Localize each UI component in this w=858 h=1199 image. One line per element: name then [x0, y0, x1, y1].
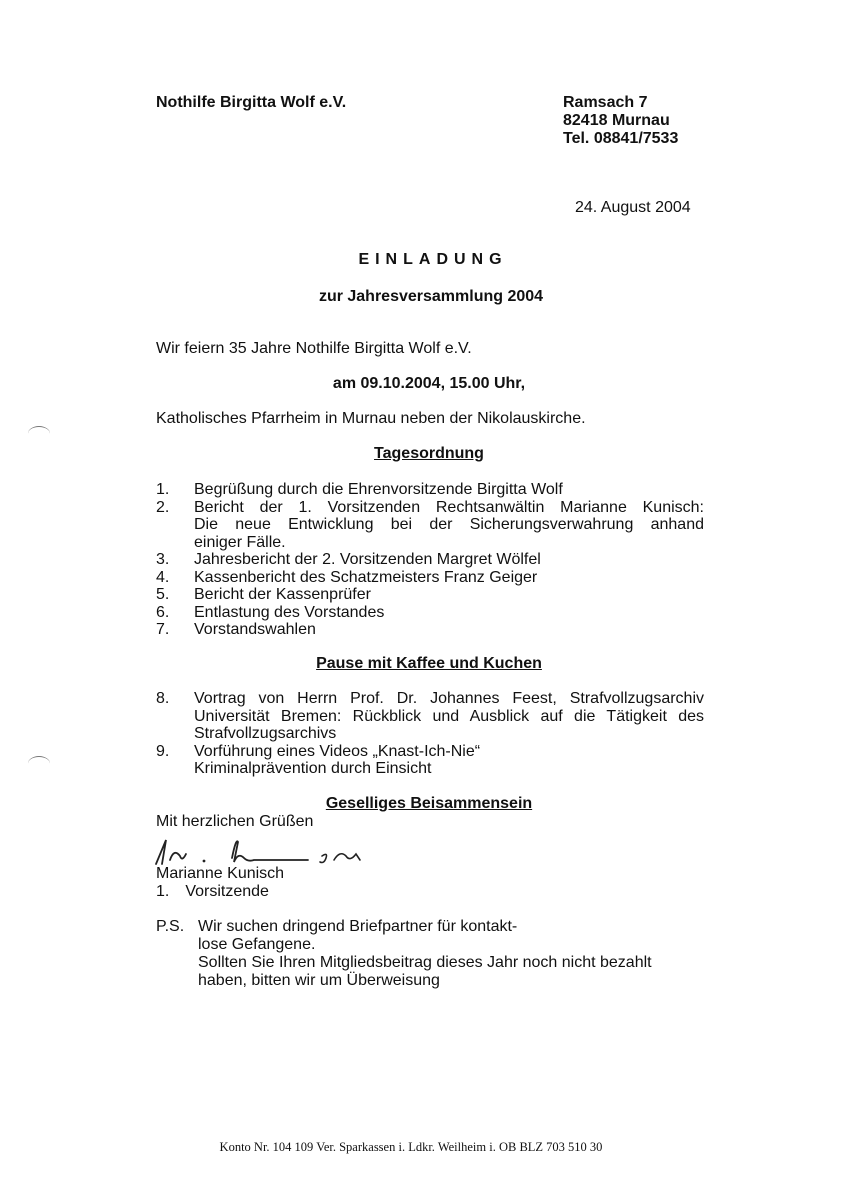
item-text: Die neue Entwicklung bei der Sicherungsverwahrung anhand [194, 516, 704, 533]
document-subtitle: zur Jahresversammlung 2004 [318, 288, 544, 305]
item-text: Kriminalprävention durch Einsicht [194, 760, 432, 777]
scan-margin-mark [28, 756, 50, 771]
address-phone: Tel. 08841/7533 [563, 130, 679, 147]
item-text: Bericht der 1. Vorsitzenden Rechtsanwältin Marianne Kunisch: [194, 498, 704, 516]
item-text: Begrüßung durch die Ehrenvorsitzende Birgitta Wolf [194, 481, 563, 498]
list-item [156, 604, 704, 622]
item-text: Entlastung des Vorstandes [194, 603, 385, 621]
item-text: Kassenbericht des Schatzmeisters Franz Geiger [194, 568, 538, 586]
scan-margin-mark [28, 426, 50, 441]
letter-date: 24. August 2004 [575, 199, 691, 216]
closing-greeting: Mit herzlichen Grüßen [156, 813, 314, 830]
ps-line: Wir suchen dringend Briefpartner für kontakt- [198, 918, 518, 935]
sender-name: Nothilfe Birgitta Wolf e.V. [156, 94, 347, 111]
sender-address [563, 94, 678, 148]
list-item [156, 690, 704, 743]
ps-line: haben, bitten wir um Überweisung [198, 972, 440, 989]
signer-name: Marianne Kunisch [156, 865, 285, 882]
item-number: 5. [156, 586, 170, 603]
address-street: Ramsach 7 [563, 94, 648, 111]
item-number: 9. [156, 742, 170, 760]
break-heading: Pause mit Kaffee und Kuchen [316, 655, 542, 672]
item-text: einiger Fälle. [194, 533, 286, 551]
list-item [156, 499, 704, 552]
item-text: Vortrag von Herrn Prof. Dr. Johannes Feest, Strafvollzugsarchiv [194, 690, 704, 707]
item-number: 6. [156, 603, 170, 621]
signer-role-number: 1. [156, 883, 170, 900]
agenda-list [156, 481, 704, 639]
ps-line: lose Gefangene. [198, 936, 316, 953]
item-text: Strafvollzugsarchivs [194, 725, 337, 742]
list-item [156, 743, 704, 778]
item-number: 4. [156, 568, 170, 586]
intro-text: Wir feiern 35 Jahre Nothilfe Birgitta Wolf e.V. [156, 340, 472, 357]
item-number: 2. [156, 498, 170, 516]
list-item [156, 551, 704, 569]
signer-role [156, 883, 269, 901]
address-city: 82418 Murnau [563, 112, 670, 129]
item-text: Jahresbericht der 2. Vorsitzenden Margret Wölfel [194, 551, 541, 568]
agenda-list-2 [156, 690, 704, 778]
postscript [156, 918, 652, 990]
social-heading: Geselliges Beisammensein [325, 795, 533, 812]
item-text: Vorstandswahlen [194, 621, 316, 638]
signer-role-label: Vorsitzende [185, 883, 269, 900]
ps-line: Sollten Sie Ihren Mitgliedsbeitrag dieses Jahr noch nicht bezahlt [198, 954, 652, 971]
item-text: Universität Bremen: Rückblick und Ausblick auf die Tätigkeit des [194, 707, 704, 725]
item-number: 7. [156, 621, 170, 638]
document-title: EINLADUNG [358, 251, 508, 268]
list-item [156, 569, 704, 587]
list-item [156, 481, 704, 499]
item-number: 3. [156, 551, 170, 568]
item-number: 1. [156, 481, 170, 498]
event-location: Katholisches Pfarrheim in Murnau neben der Nikolauskirche. [156, 410, 586, 427]
item-text: Bericht der Kassenprüfer [194, 586, 371, 603]
list-item [156, 621, 704, 639]
bank-details-footer: Konto Nr. 104 109 Ver. Sparkassen i. Ldkr. Weilheim i. OB BLZ 703 510 30 [219, 1140, 603, 1154]
item-number: 8. [156, 690, 170, 707]
ps-label: P.S. [156, 918, 185, 935]
agenda-heading: Tagesordnung [374, 445, 484, 462]
item-text: Vorführung eines Videos „Knast-Ich-Nie“ [194, 742, 481, 760]
list-item [156, 586, 704, 604]
event-datetime: am 09.10.2004, 15.00 Uhr, [332, 375, 526, 392]
